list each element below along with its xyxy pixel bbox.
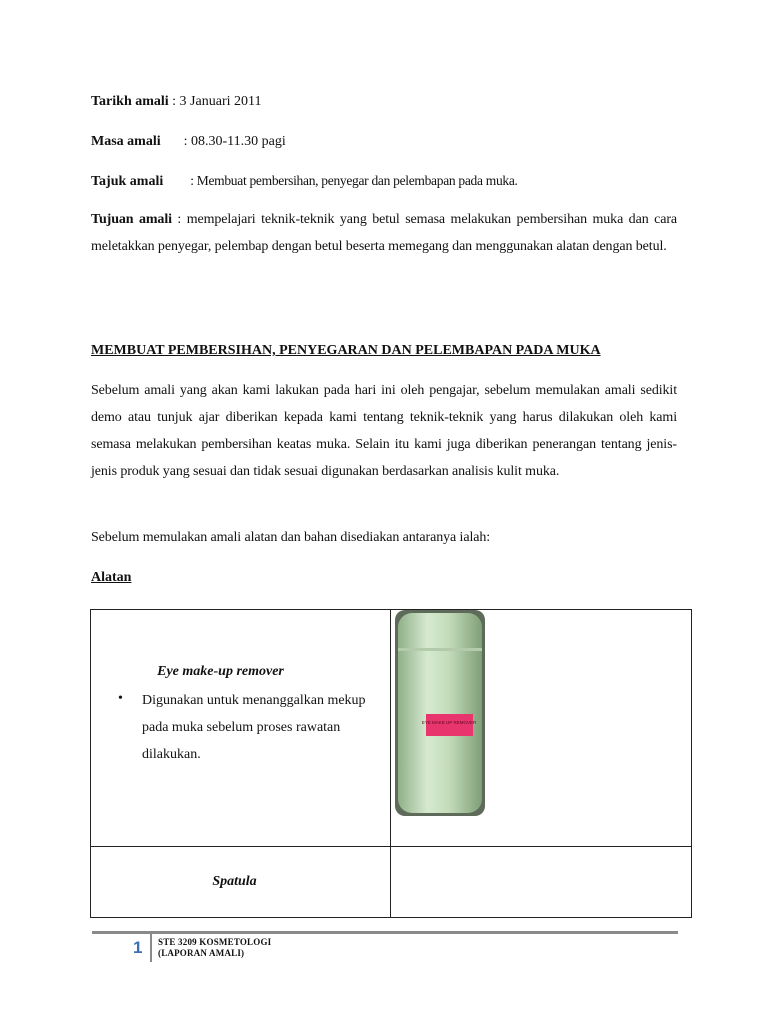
footer-course: STE 3209 KOSMETOLOGI [158, 937, 272, 947]
time-line [91, 134, 286, 150]
date-label: Tarikh amali [91, 94, 169, 109]
title-label: Tajuk amali [91, 174, 164, 189]
materials-intro: Sebelum memulakan amali alatan dan bahan disediakan antaranya ialah: [91, 530, 491, 545]
title-line [91, 173, 518, 190]
tool-name: Spatula [212, 874, 257, 889]
footer-report: (LAPORAN AMALI) [158, 948, 245, 958]
table-row [91, 610, 692, 847]
tool-image-cell [391, 847, 692, 918]
intro-paragraph: Sebelum amali yang akan kami lakukan pada hari ini oleh pengajar, sebelum memulakan amali sedikit demo atau tunjuk ajar diberikan kepada kami tentang teknik-teknik yang harus dilakukan oleh kami semasa melakukan pembersihan keatas muka. Selain itu kami juga diberikan penerangan tentang jenis-jenis produk yang sesuai dan tidak sesuai digunakan berdasarkan analisis kulit muka. [91, 383, 677, 479]
tool-cell [91, 847, 391, 918]
page-number: 1 [133, 938, 143, 957]
title-value: : Membuat pembersihan, penyegar dan pelembapan pada muka. [190, 173, 518, 188]
aim-value: : mempelajari teknik-teknik yang betul semasa melakukan pembersihan muka dan cara meletakkan penyegar, pelembap dengan betul beserta memegang dan menggunakan alatan dengan betul. [91, 212, 677, 254]
tool-description: Digunakan untuk menanggalkan mekup pada muka sebelum proses rawatan dilakukan. [142, 693, 366, 762]
footer-divider [150, 934, 152, 962]
footer-rule [92, 931, 678, 934]
tools-table [90, 609, 692, 918]
table-row [91, 847, 692, 918]
bullet-point: • [118, 691, 123, 706]
aim-label: Tujuan amali [91, 212, 172, 227]
tool-image-cell [391, 610, 692, 847]
bottle-label-text: EYE MAKE UP REMOVER [421, 720, 477, 725]
section-heading: MEMBUAT PEMBERSIHAN, PENYEGARAN DAN PELEMBAPAN PADA MUKA [91, 343, 601, 358]
tool-name: Eye make-up remover [157, 664, 284, 679]
date-line [91, 94, 261, 110]
tools-heading: Alatan [91, 570, 132, 585]
tool-cell [91, 610, 391, 847]
eye-makeup-remover-photo [395, 610, 485, 816]
date-value: : 3 Januari 2011 [172, 94, 262, 109]
time-value: : 08.30-11.30 pagi [183, 134, 286, 149]
time-label: Masa amali [91, 134, 161, 149]
aim-paragraph [91, 206, 677, 260]
